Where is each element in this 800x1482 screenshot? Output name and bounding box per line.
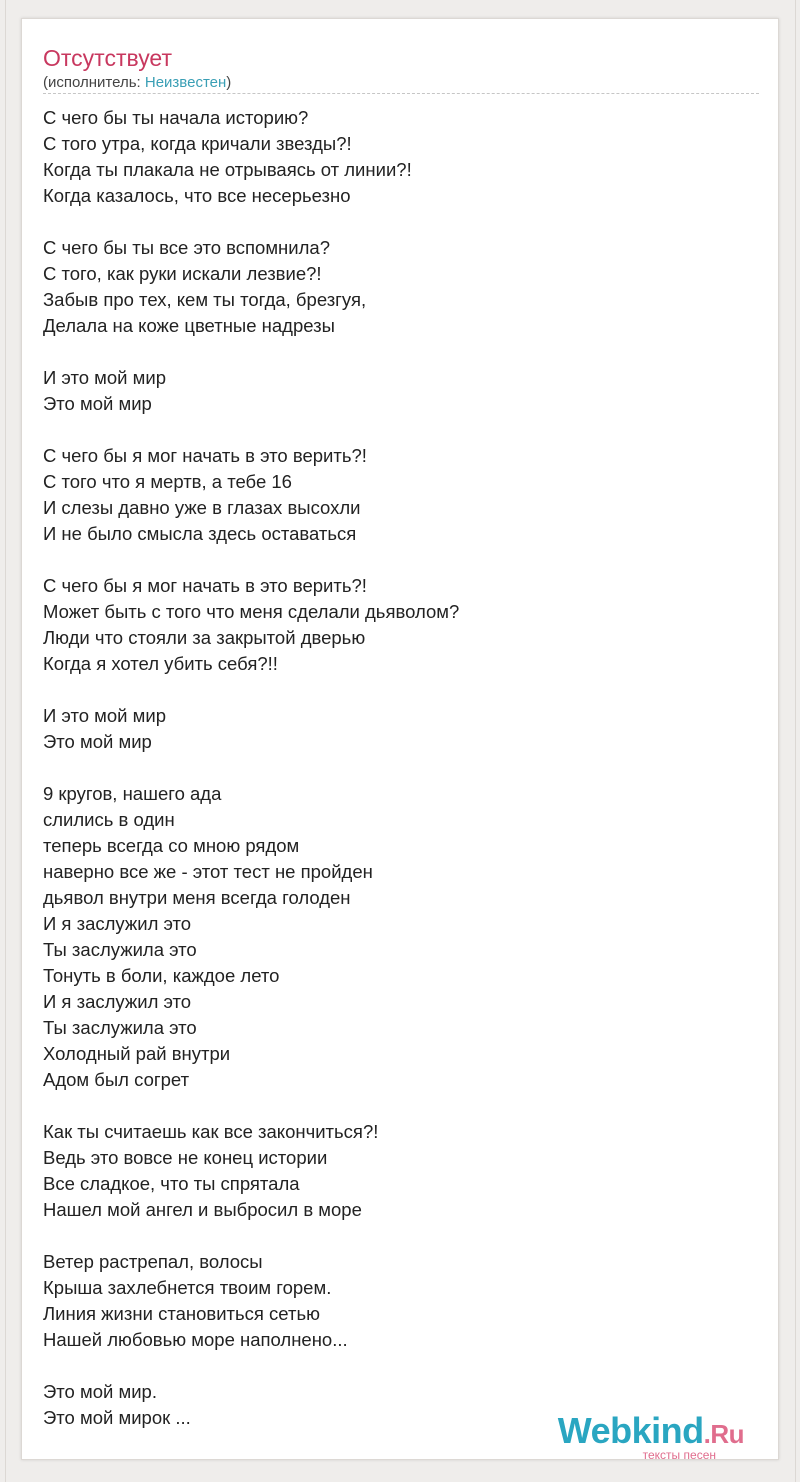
lyric-line: Нашей любовью море наполнено... (43, 1329, 348, 1350)
lyric-line: И не было смысла здесь оставаться (43, 523, 357, 544)
title-divider (43, 93, 759, 94)
lyric-line: дьявол внутри меня всегда голоден (43, 887, 351, 908)
lyric-line: Это мой мир (43, 731, 152, 752)
logo-tagline: тексты песен (642, 1448, 716, 1462)
lyric-line: С того, как руки искали лезвие?! (43, 263, 322, 284)
lyric-line (43, 677, 459, 703)
webkind-logo[interactable] (557, 1410, 744, 1462)
lyrics-card (21, 18, 779, 1460)
lyric-line: Линия жизни становиться сетью (43, 1303, 320, 1324)
right-edge-line (795, 0, 796, 1482)
lyric-line: Ты заслужила это (43, 1017, 197, 1038)
lyric-line: Когда я хотел убить себя?!! (43, 653, 278, 674)
lyric-line: С того что я мертв, а тебе 16 (43, 471, 292, 492)
lyric-line: И я заслужил это (43, 913, 192, 934)
logo-name: Webkind (557, 1410, 704, 1451)
lyric-line: С чего бы я мог начать в это верить?! (43, 575, 367, 596)
lyric-line: С чего бы я мог начать в это верить?! (43, 445, 367, 466)
lyric-line: теперь всегда со мною рядом (43, 835, 300, 856)
lyric-line: И я заслужил это (43, 991, 192, 1012)
lyric-line: Как ты считаешь как все закончиться?! (43, 1121, 379, 1142)
lyric-line: 9 кругов, нашего ада (43, 783, 222, 804)
lyric-line (43, 339, 459, 365)
lyric-line: Ведь это вовсе не конец истории (43, 1147, 328, 1168)
lyric-line: Это мой мир. (43, 1381, 157, 1402)
lyric-line: Ветер растрепал, волосы (43, 1251, 263, 1272)
lyric-line: Адом был согрет (43, 1069, 190, 1090)
lyric-line: И слезы давно уже в глазах высохли (43, 497, 361, 518)
lyric-line: Ты заслужила это (43, 939, 197, 960)
artist-prefix: (исполнитель: (43, 74, 145, 91)
lyric-line (43, 547, 459, 573)
lyric-line (43, 1223, 459, 1249)
lyric-line: Когда казалось, что все несерьезно (43, 185, 351, 206)
artist-suffix: ) (226, 74, 232, 91)
lyric-line (43, 417, 459, 443)
logo-wordmark (557, 1410, 744, 1452)
logo-tld: .Ru (703, 1419, 744, 1449)
lyric-line (43, 1353, 459, 1379)
artist-link[interactable]: Неизвестен (144, 74, 227, 91)
artist-line (43, 74, 231, 91)
lyric-line: Холодный рай внутри (43, 1043, 231, 1064)
lyric-line: Крыша захлебнется твоим горем. (43, 1277, 332, 1298)
lyric-line: Может быть с того что меня сделали дьяволом? (43, 601, 460, 622)
lyric-line: Тонуть в боли, каждое лето (43, 965, 280, 986)
lyric-line: С того утра, когда кричали звезды?! (43, 133, 352, 154)
lyric-line: Забыв про тех, кем ты тогда, брезгуя, (43, 289, 367, 310)
song-title: Отсутствует (43, 45, 172, 71)
lyric-line: Когда ты плакала не отрываясь от линии?! (43, 159, 412, 180)
lyric-line: Люди что стояли за закрытой дверью (43, 627, 366, 648)
lyric-line: Делала на коже цветные надрезы (43, 315, 335, 336)
lyric-line: И это мой мир (43, 367, 166, 388)
lyric-line: Это мой мирок ... (43, 1407, 191, 1428)
lyric-line: слились в один (43, 809, 175, 830)
lyric-line (43, 755, 459, 781)
lyric-line: Нашел мой ангел и выбросил в море (43, 1199, 362, 1220)
lyrics-body (43, 105, 459, 1431)
lyric-line: Это мой мир (43, 393, 152, 414)
lyric-line (43, 1093, 459, 1119)
lyric-line: Все сладкое, что ты спрятала (43, 1173, 300, 1194)
lyric-line: С чего бы ты все это вспомнила? (43, 237, 330, 258)
lyric-line: И это мой мир (43, 705, 166, 726)
lyric-line (43, 209, 459, 235)
lyric-line: С чего бы ты начала историю? (43, 107, 309, 128)
left-edge-line (5, 0, 6, 1482)
lyric-line: наверно все же - этот тест не пройден (43, 861, 373, 882)
